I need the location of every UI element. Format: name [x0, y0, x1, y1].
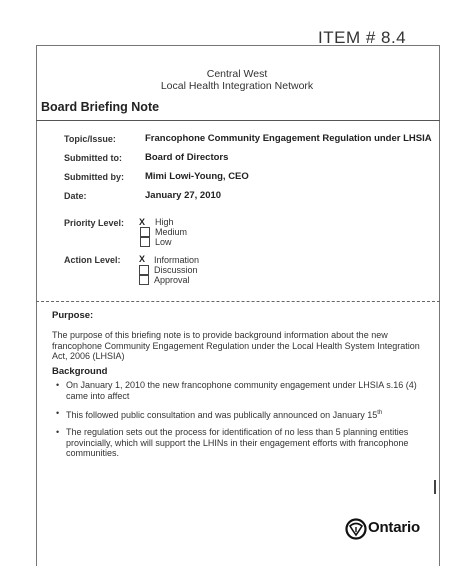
organization-name: Central West — [206, 68, 268, 80]
action-discussion-checkbox[interactable] — [139, 265, 149, 275]
action-information-mark: X — [139, 254, 146, 264]
submitted-to-label: Submitted to: — [64, 153, 122, 163]
priority-low-label: Low — [155, 237, 172, 247]
margin-mark — [434, 480, 436, 494]
topic-value: Francophone Community Engagement Regulation under LHSIA — [145, 133, 432, 144]
ontario-logo-text: Ontario — [368, 519, 420, 536]
priority-low-checkbox[interactable] — [140, 237, 150, 247]
priority-medium-label: Medium — [155, 227, 188, 237]
bullet-icon: • — [56, 427, 60, 437]
submitted-to-value: Board of Directors — [145, 152, 229, 163]
document-title: Board Briefing Note — [41, 100, 160, 114]
background-bullet-3: The regulation sets out the process for identification of no less than 5 planning entities provincially, which will support the LHINs in their engagement efforts with francophone communities. — [66, 427, 409, 459]
priority-high-label: High — [155, 217, 174, 227]
action-approval-checkbox[interactable] — [139, 275, 149, 285]
superscript-th: th — [377, 410, 383, 416]
action-label: Action Level: — [64, 255, 121, 265]
priority-label: Priority Level: — [64, 218, 125, 228]
bullet-icon: • — [56, 380, 60, 390]
background-bullet-1: On January 1, 2010 the new francophone community engagement under LHSIA s.16 (4) came into affect — [66, 380, 417, 401]
topic-label: Topic/Issue: — [64, 134, 116, 144]
background-heading: Background — [52, 366, 108, 377]
section-divider — [36, 301, 440, 302]
title-divider — [36, 120, 440, 121]
document-frame — [36, 46, 440, 566]
item-number: ITEM # 8.4 — [318, 28, 407, 47]
purpose-heading: Purpose: — [52, 310, 94, 321]
submitted-by-value: Mimi Lowi-Young, CEO — [145, 171, 249, 182]
action-discussion-label: Discussion — [154, 265, 198, 275]
date-label: Date: — [64, 191, 87, 201]
background-bullet-2: This followed public consultation and was publically announced on January 15th — [66, 410, 383, 420]
submitted-by-label: Submitted by: — [64, 172, 124, 182]
priority-high-mark: X — [139, 217, 146, 227]
bullet-icon: • — [56, 408, 60, 418]
action-approval-label: Approval — [154, 275, 190, 285]
action-information-label: Information — [154, 255, 200, 265]
purpose-text: The purpose of this briefing note is to provide background information about the new francophone Community Engagement Regulation under the Local Health System Integration Act, 2006 (LHSIA) — [52, 330, 420, 362]
date-value: January 27, 2010 — [145, 190, 222, 201]
priority-medium-checkbox[interactable] — [140, 227, 150, 237]
organization-subname: Local Health Integration Network — [160, 80, 314, 92]
